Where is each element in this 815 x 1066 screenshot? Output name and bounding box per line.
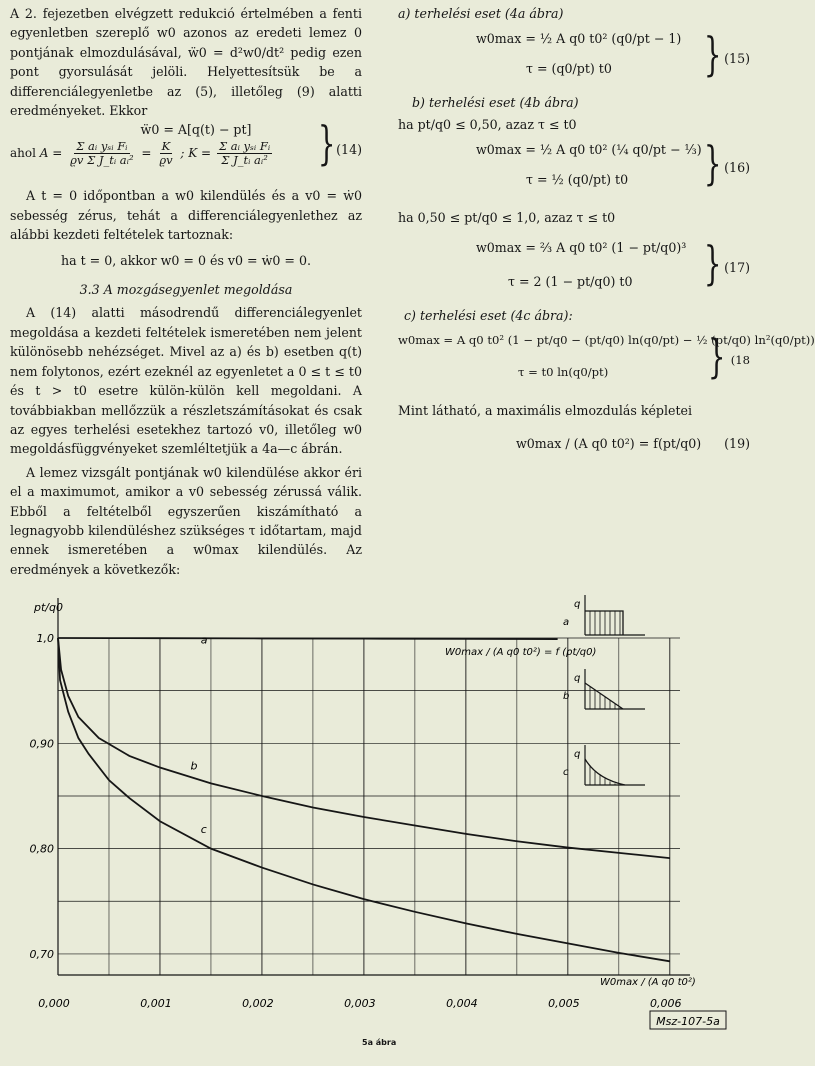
y-tick-label: 0,70 xyxy=(29,947,54,961)
eq14-k-den1: ϱv xyxy=(159,153,173,168)
eq14-k-num1: K xyxy=(161,139,171,154)
curve-label-a: a xyxy=(200,633,208,647)
eq16-brace: } xyxy=(703,136,722,191)
eq15-brace: } xyxy=(703,27,722,82)
x-tick-label: 0,001 xyxy=(140,997,172,1010)
figure-caption: 5a ábra xyxy=(362,1038,397,1047)
figure-5a-chart xyxy=(0,585,760,1035)
paragraph-3: A (14) alatti másodrendű differenciálegyenlet megoldása a kezdeti feltételek ismeretében nem jelent különösebb nehézséget. Mivel az a) és b) esetben q(t) nem folytonos, ezért ezeknél az egyenletet a 0 ≤ t ≤ t0 és t > t0 esetre külön-külön kell megoldani. A továbbiakban mellőzzük a részletszámításokat és csak az egyes terhelési esetekhez tartozó v0, illetőleg w0 megoldásfüggvényeket szemléltetjük a 4a—c ábrán. xyxy=(10,305,362,457)
inset-load-curve xyxy=(585,683,623,709)
curve-label-b: b xyxy=(190,759,198,773)
x-tick-label: 0,006 xyxy=(650,997,682,1010)
eq14-ahol: ahol xyxy=(10,146,36,161)
right-column xyxy=(398,4,815,464)
eq14-a-lhs: A = xyxy=(39,146,63,161)
left-column xyxy=(10,4,362,579)
eq14-a-den: ϱv Σ J_tᵢ aᵢ² xyxy=(70,153,134,168)
inset-load-curve xyxy=(585,611,623,635)
inset-case-label: b xyxy=(563,691,570,702)
eq14-eq: = xyxy=(141,146,152,161)
chart-ticks xyxy=(30,632,682,1010)
inset-q-label: q xyxy=(574,673,581,684)
eq14-k-lhs: ; K = xyxy=(180,146,212,161)
y-tick-label: 0,90 xyxy=(29,737,54,751)
equation-15 xyxy=(398,23,750,93)
case-c-heading: c) terhelési eset (4c ábra): xyxy=(404,307,573,323)
eq15-line2: τ = (q0/pt) t0 xyxy=(526,61,612,77)
equation-18 xyxy=(398,325,815,395)
eq17-line1: w0max = ⅔ A q0 t0² (1 − pt/q0)³ xyxy=(476,239,687,255)
paragraph-2: A t = 0 időpontban a w0 kilendülés és a v0 = ẇ0 sebesség zérus, tehát a differenciálegyenlethez az alábbi kezdeti feltételek tartoznak: xyxy=(10,188,362,243)
eq19-number: (19) xyxy=(724,436,750,452)
y-tick-label: 0,80 xyxy=(29,842,54,856)
eq18-brace: } xyxy=(707,329,726,384)
section-heading: 3.3 A mozgásegyenlet megoldása xyxy=(79,282,293,298)
equation-14 xyxy=(10,116,362,182)
eq14-k-den: Σ J_tᵢ aᵢ² xyxy=(221,153,268,168)
case-a-heading: a) terhelési eset (4a ábra) xyxy=(398,6,564,21)
eq14-k-num: Σ aᵢ yₛᵢ Fᵢ xyxy=(218,139,271,154)
inset-q-label: q xyxy=(574,749,581,760)
x-tick-label: 0,002 xyxy=(242,997,274,1010)
x-tick-label: 0,005 xyxy=(548,997,580,1010)
inset-case-label: a xyxy=(563,617,570,628)
paragraph-4: A lemez vizsgált pontjának w0 kilendülése akkor éri el a maximumot, amikor a v0 sebesség zérussá válik. Ebből a feltételből egyszerűen kiszámítható a legnagyobb kilendüléshez szükséges τ időtartam, majd ennek ismeretében a w0max kilendülés. Az eredmények a következők: xyxy=(10,464,362,577)
case-b-heading: b) terhelési eset (4b ábra) xyxy=(412,95,579,111)
eq18-line1: w0max = A q0 t0² (1 − pt/q0 − (pt/q0) ln(q0/pt) − ½ (pt/q0) ln²(q0/pt)) xyxy=(398,333,815,348)
eq16-number: (16) xyxy=(724,160,750,176)
x-tick-label: 0,003 xyxy=(344,997,376,1010)
inset-case-label: c xyxy=(563,767,569,778)
eq16-line1: w0max = ½ A q0 t0² (¼ q0/pt − ⅓) xyxy=(476,142,702,158)
y-axis-label: pt/q0 xyxy=(34,601,63,614)
eq15-line1: w0max = ½ A q0 t0² (q0/pt − 1) xyxy=(476,31,682,47)
eq17-number: (17) xyxy=(724,259,750,275)
eq14-a-num: Σ aᵢ yₛᵢ Fᵢ xyxy=(76,139,128,154)
eq18-number: (18 xyxy=(730,353,750,368)
chart-insets xyxy=(563,595,645,785)
eq19-body: w0max / (A q0 t0²) = f(pt/q0) xyxy=(516,436,702,452)
equation-19 xyxy=(398,420,750,464)
figure-id: Msz-107-5a xyxy=(656,1015,720,1028)
eq14-line1: ẅ0 = A[q(t) − pt] xyxy=(140,122,252,138)
eq17-brace: } xyxy=(703,235,722,290)
eq14-number: (14) xyxy=(336,142,362,158)
eq14-brace: } xyxy=(317,116,336,171)
case-b-condition-1: ha pt/q0 ≤ 0,50, azaz τ ≤ t0 xyxy=(398,116,577,132)
y-tick-label: 1,0 xyxy=(36,632,54,645)
inset-q-label: q xyxy=(574,599,581,610)
x-tick-label: 0,004 xyxy=(446,997,478,1010)
case-b-condition-2: ha 0,50 ≤ pt/q0 ≤ 1,0, azaz τ ≤ t0 xyxy=(398,210,616,226)
eq15-number: (15) xyxy=(724,51,750,67)
initial-conditions: ha t = 0, akkor w0 = 0 és v0 = ẇ0 = 0. xyxy=(61,252,311,268)
curve-a xyxy=(58,638,558,639)
eq18-line2: τ = t0 ln(q0/pt) xyxy=(518,365,609,380)
curve-label-c: c xyxy=(200,822,207,836)
eq16-line2: τ = ½ (q0/pt) t0 xyxy=(526,172,629,188)
equation-16 xyxy=(398,134,750,204)
paragraph-1: A 2. fejezetben elvégzett redukció értelmében a fenti egyenletben szereplő w0 azonos az eredeti lemez 0 pontjának elmozdulásával, ẅ0 = d²w0/dt² pedig ezen pont gyorsulását jelöli. Helyettesítsük be a differenciálegyenletbe az (5), illetőleg (9) alatti eredményeket. Ekkor xyxy=(10,6,362,119)
eq17-line2: τ = 2 (1 − pt/q0) t0 xyxy=(508,273,633,289)
x-tick-label: 0,000 xyxy=(38,997,70,1010)
equation-17 xyxy=(398,228,750,306)
x-axis-label: W0max / (A q0 t0²) xyxy=(600,977,696,988)
chart-annotation: W0max / (A q0 t0²) = f (pt/q0) xyxy=(445,647,597,658)
closing-sentence: Mint látható, a maximális elmozdulás képletei xyxy=(398,403,693,419)
